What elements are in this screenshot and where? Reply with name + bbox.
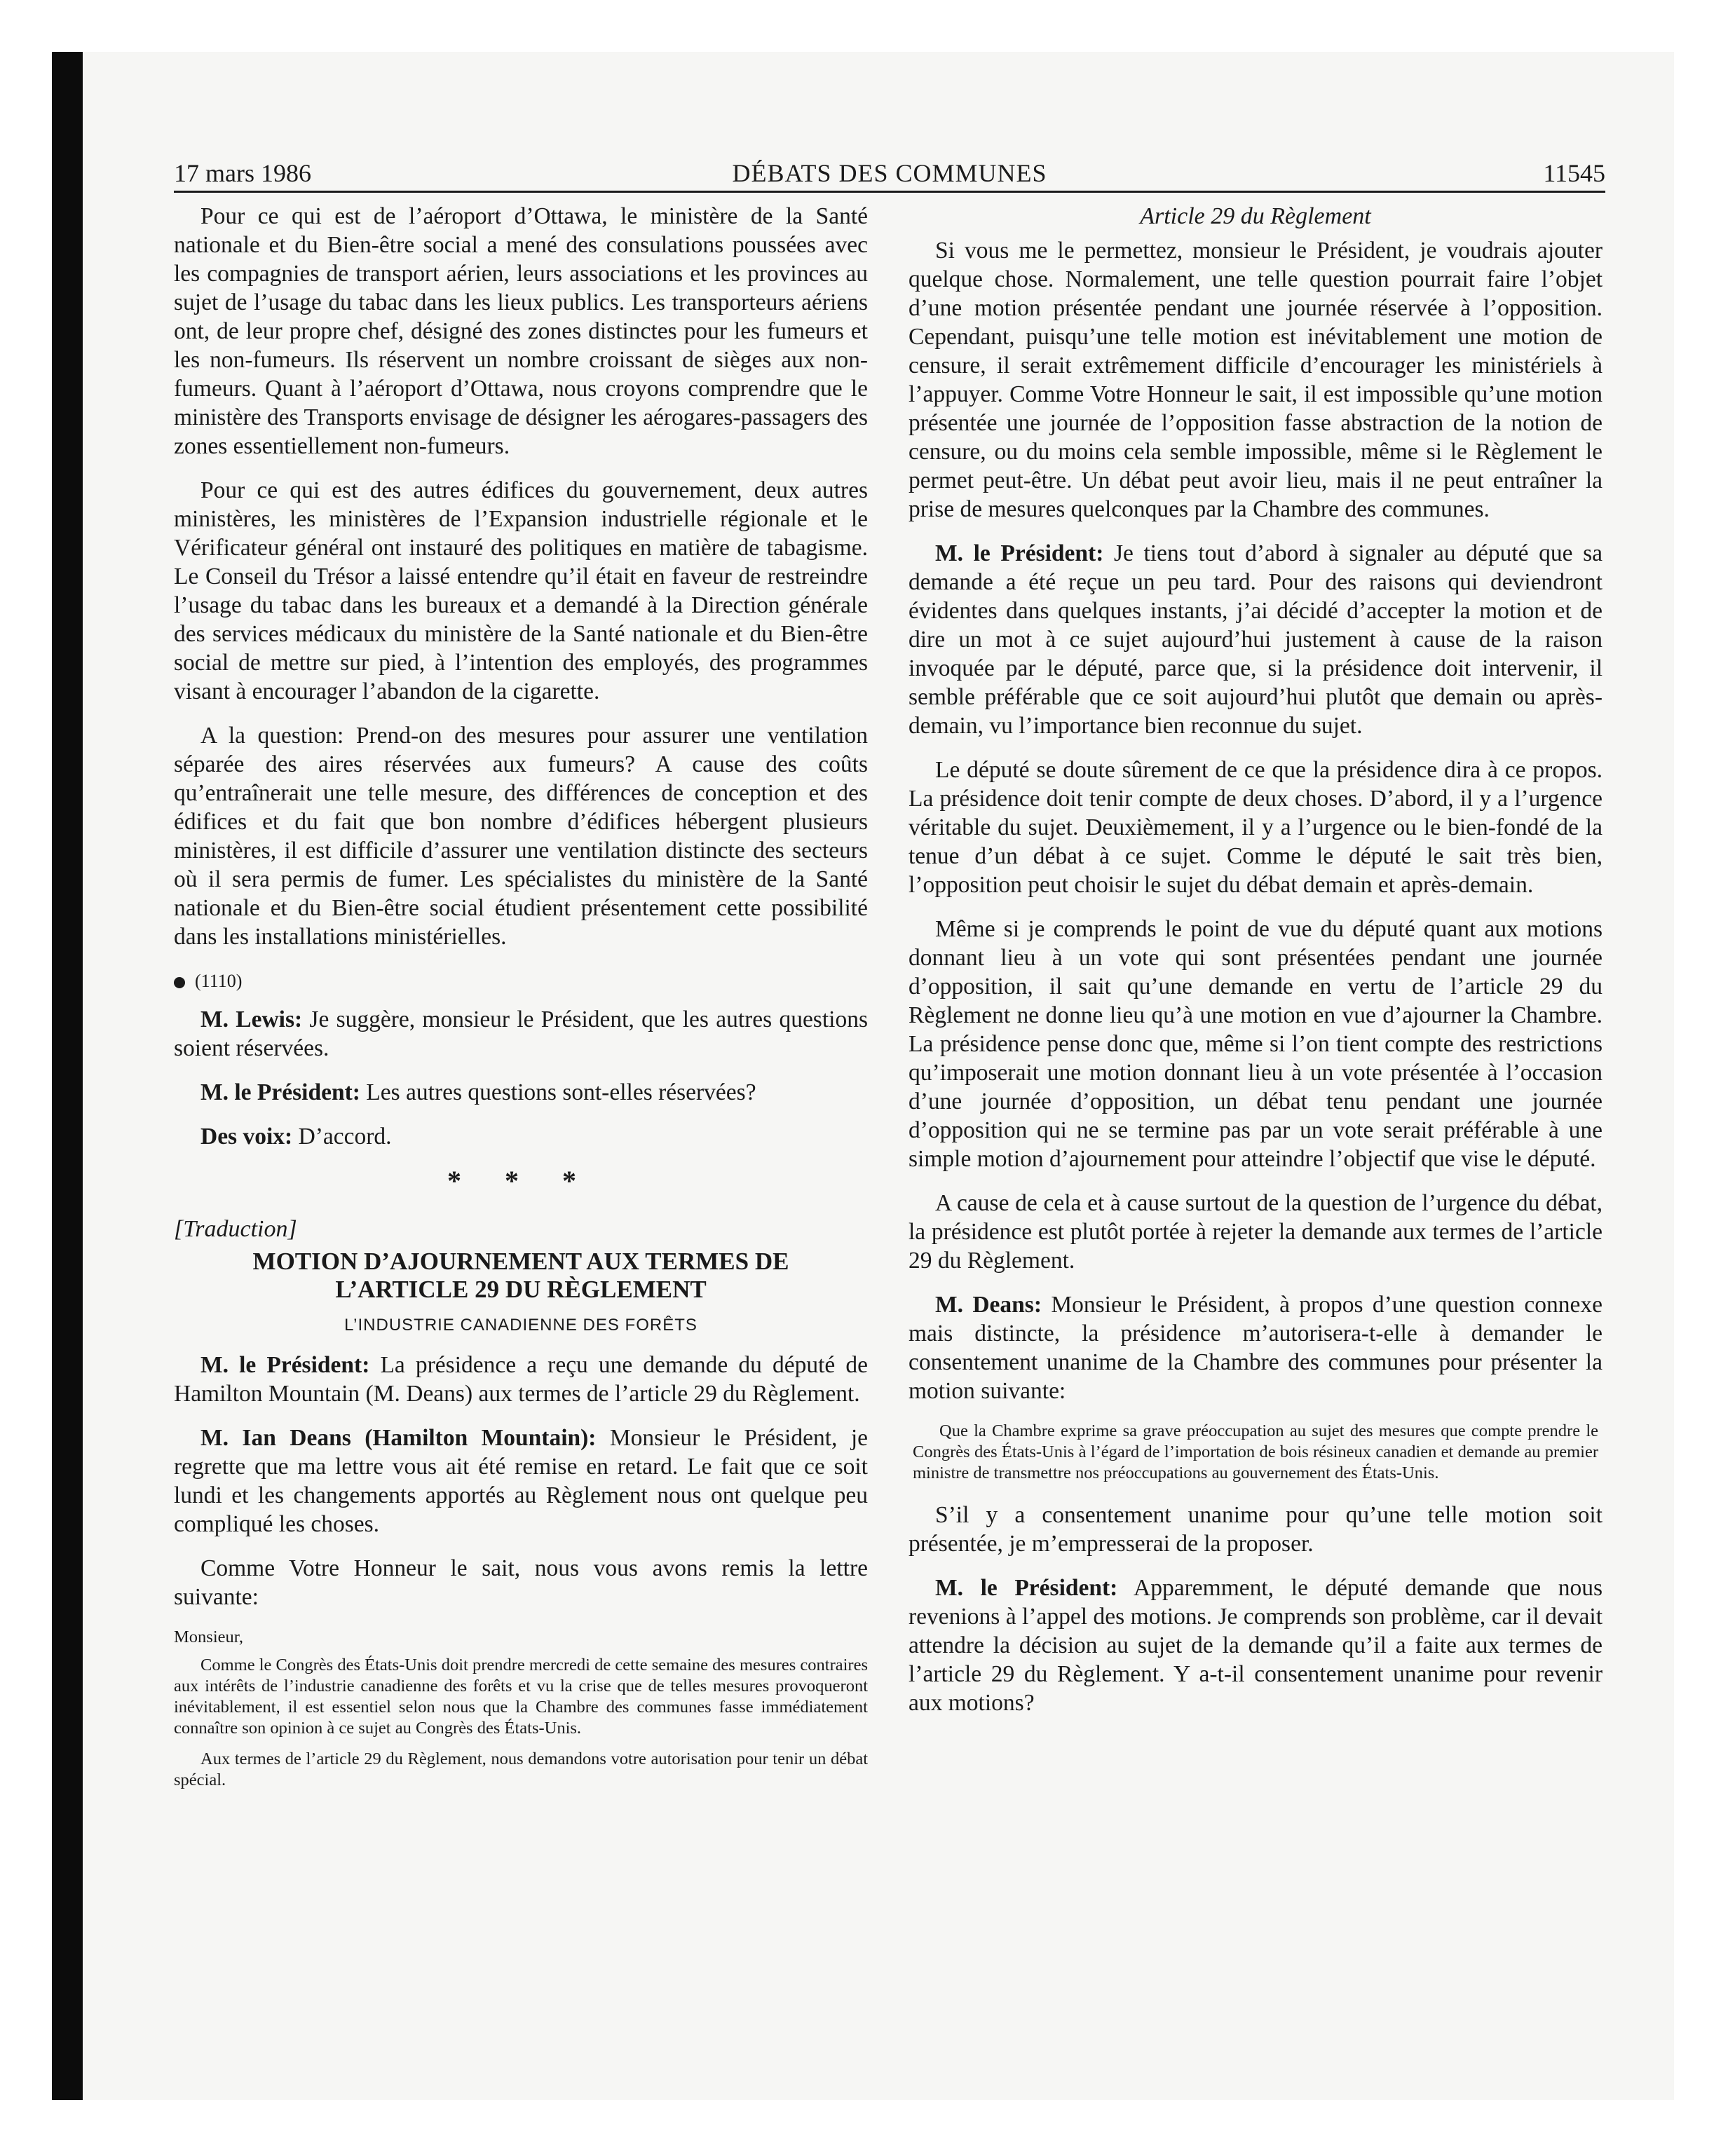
scan-edge-bar <box>52 52 83 2100</box>
right-column <box>909 202 1603 1733</box>
header-page-number: 11545 <box>1543 159 1605 187</box>
left-column <box>174 202 868 1801</box>
paragraph: S’il y a consentement unanime pour qu’une telle motion soit présentée, je m’empresserai de la proposer. <box>909 1502 1603 1557</box>
paragraph: Même si je comprends le point de vue du député quant aux motions donnant lieu à un vote qui sont présentées pendant une journée d’opposition, il sait qu’une demande en vertu de l’article 29 du Règlement ne donne lieu qu’à une motion en vue d’ajourner la Chambre. La présidence pense donc que, même si l’on tient compte des restrictions qu’imposerait une motion donnant lieu à un vote présentée à l’occasion d’une journée d’opposition, un débat tenu pendant une journée d’opposition qui ne se termine pas par un vote serait préférable à une simple motion d’ajournement pour atteindre l’objectif que vise le député. <box>909 916 1603 1172</box>
motion-title <box>174 1248 868 1304</box>
column-heading: Article 29 du Règlement <box>1140 203 1371 229</box>
speaker-name: M. Deans: <box>935 1292 1042 1318</box>
header-date: 17 mars 1986 <box>174 159 311 187</box>
speaker-name: M. le Président: <box>935 1575 1118 1601</box>
speaker-name: M. le Président: <box>200 1079 360 1105</box>
speech-text: Monsieur le Président, à propos d’une question connexe mais distincte, la présidence m’autorisera-t-elle à demander le consentement unanime de la Chambre des communes pour présenter la motion suivante: <box>909 1292 1603 1404</box>
letter-salutation: Monsieur, <box>174 1628 244 1646</box>
motion-title-line: MOTION D’AJOURNEMENT AUX TERMES DE <box>252 1248 789 1275</box>
header-title: DÉBATS DES COMMUNES <box>732 159 1047 187</box>
paragraph: Pour ce qui est de l’aéroport d’Ottawa, le ministère de la Santé nationale et du Bien-être social a mené des consulations poussées avec les compagnies de transport aérien, leurs associations et les provinces au sujet de l’usage du tabac dans les lieux publics. Les transporteurs aériens ont, de leur propre chef, désigné des zones distinctes pour les fumeurs et les non-fumeurs. Ils réservent un nombre croissant de sièges aux non-fumeurs. Quant à l’aéroport d’Ottawa, nous croyons comprendre que le ministère des Transports envisage de désigner les aérogares-passagers des zones essentiellement non-fumeurs. <box>174 203 868 459</box>
paragraph: A la question: Prend-on des mesures pour assurer une ventilation séparée des aires réservées aux fumeurs? A cause des coûts qu’entraînerait une telle mesure, des différences de conception et des édifices et du fait que bon nombre d’édifices hébergent plusieurs ministères, il est difficile d’assurer une ventilation distincte des secteurs où il sera permis de fumer. Les spécialistes du ministère de la Santé nationale et du Bien-être social étudient présentement cette possibilité dans les installations ministérielles. <box>174 723 868 950</box>
speech-text: Je suggère, monsieur le Président, que les autres questions soient réservées. <box>174 1007 868 1061</box>
speech-president <box>174 1351 868 1408</box>
motion-title-line: L’ARTICLE 29 DU RÈGLEMENT <box>335 1276 707 1303</box>
speech-voices <box>174 1122 868 1151</box>
speech-text: Je tiens tout d’abord à signaler au député que sa demande a été reçue un peu tard. Pour des raisons qui deviendront évidentes dans quelques instants, j’ai décidé d’accepter la motion et de dire un mot à ce sujet aujourd’hui justement à cause de la raison invoquée par le député, parce que, si la présidence doit intervenir, il semble préférable que ce soit aujourd’hui plutôt que demain ou après-demain, vu l’importance bien reconnue du sujet. <box>909 540 1603 739</box>
motion-quote: Que la Chambre exprime sa grave préoccupation au sujet des mesures que compte prendre le Congrès des États-Unis à l’égard de l’importation de bois résineux canadien et demande au premier ministre de transmettre nos préoccupations au gouvernement des États-Unis. <box>913 1421 1598 1482</box>
speaker-name: Des voix: <box>200 1124 293 1149</box>
section-separator: * * * <box>447 1165 594 1196</box>
time-marker-text: (1110) <box>195 971 243 991</box>
speech-president <box>174 1078 868 1107</box>
paragraph: A cause de cela et à cause surtout de la question de l’urgence du débat, la présidence est plutôt portée à rejeter la demande aux termes de l’article 29 du Règlement. <box>909 1190 1603 1274</box>
speech-text: Monsieur le Président, je regrette que ma lettre vous ait été remise en retard. Le fait que ce soit lundi et les changements apportés au Règlement nous ont quelque peu compliqué les choses. <box>174 1425 869 1537</box>
speaker-name: M. Lewis: <box>200 1007 303 1032</box>
speech-text: Apparemment, le député demande que nous revenions à l’appel des motions. Je comprends son problème, car il devait attendre la décision au sujet de la demande qu’il a faite aux termes de l’article 29 du Règlement. Y a-t-il consentement unanime pour revenir aux motions? <box>909 1575 1603 1716</box>
speech-deans <box>174 1424 868 1538</box>
speaker-name: M. le Président: <box>200 1352 370 1378</box>
speech-deans <box>909 1290 1603 1405</box>
speech-text: La présidence a reçu une demande du député de Hamilton Mountain (M. Deans) aux termes de l’article 29 du Règlement. <box>174 1352 868 1407</box>
motion-subheading: L’INDUSTRIE CANADIENNE DES FORÊTS <box>344 1316 698 1335</box>
page-header <box>174 154 1605 193</box>
speech-president <box>909 539 1603 740</box>
paragraph: Le député se doute sûrement de ce que la présidence dira à ce propos. La présidence doit tenir compte de deux choses. D’abord, il y a l’urgence véritable du sujet. Deuxièmement, il y a l’urgence ou le bien-fondé de la tenue d’un débat à ce sujet. Comme le député le sait très bien, l’opposition peut choisir le sujet du débat demain et après-demain. <box>909 757 1603 898</box>
paragraph: Si vous me le permettez, monsieur le Président, je voudrais ajouter quelque chose. Normalement, une telle question pourrait faire l’objet d’une motion présentée pendant une journée réservée à l’opposition. Cependant, puisqu’une telle motion est inévitablement une motion de censure, il serait extrêmement difficile d’encourager les ministériels à l’appuyer. Comme Votre Honneur le sait, il est impossible qu’une motion présentée une journée de l’opposition fasse abstraction de la notion de censure, ou du moins cela semble impossible, même si le Règlement le permet peut-être. Un débat peut avoir lieu, mais il ne peut entraîner la prise de mesures quelconques par la Chambre des communes. <box>909 238 1603 522</box>
time-marker <box>174 967 868 995</box>
speaker-name: M. Ian Deans (Hamilton Mountain): <box>200 1425 597 1451</box>
translation-label: [Traduction] <box>174 1216 297 1242</box>
letter-paragraph: Comme le Congrès des États-Unis doit prendre mercredi de cette semaine des mesures contraires aux intérêts de l’industrie canadienne des forêts et vu la crise que de telles mesures provoqueront inévitablement, il est essentiel selon nous que la Chambre des communes fasse immédiatement connaître son opinion à ce sujet au Congrès des États-Unis. <box>174 1656 868 1738</box>
bullet-icon <box>174 977 185 988</box>
letter-paragraph: Aux termes de l’article 29 du Règlement, nous demandons votre autorisation pour tenir un débat spécial. <box>174 1749 868 1789</box>
speech-text: Les autres questions sont-elles réservées? <box>360 1079 756 1105</box>
speaker-name: M. le Président: <box>935 540 1104 566</box>
speech-lewis <box>174 1005 868 1063</box>
paragraph: Comme Votre Honneur le sait, nous vous avons remis la lettre suivante: <box>174 1555 868 1610</box>
paragraph: Pour ce qui est des autres édifices du gouvernement, deux autres ministères, les ministères de l’Expansion industrielle régionale et le Vérificateur général ont instauré des politiques en matière de tabagisme. Le Conseil du Trésor a laissé entendre qu’il était en faveur de restreindre l’usage du tabac dans les bureaux et a demandé à la Direction générale des services médicaux du ministère de la Santé nationale et du Bien-être social de mettre sur pied, à l’intention des employés, des programmes visant à encourager l’abandon de la cigarette. <box>174 477 868 704</box>
speech-president <box>909 1574 1603 1717</box>
speech-text: D’accord. <box>292 1124 392 1149</box>
